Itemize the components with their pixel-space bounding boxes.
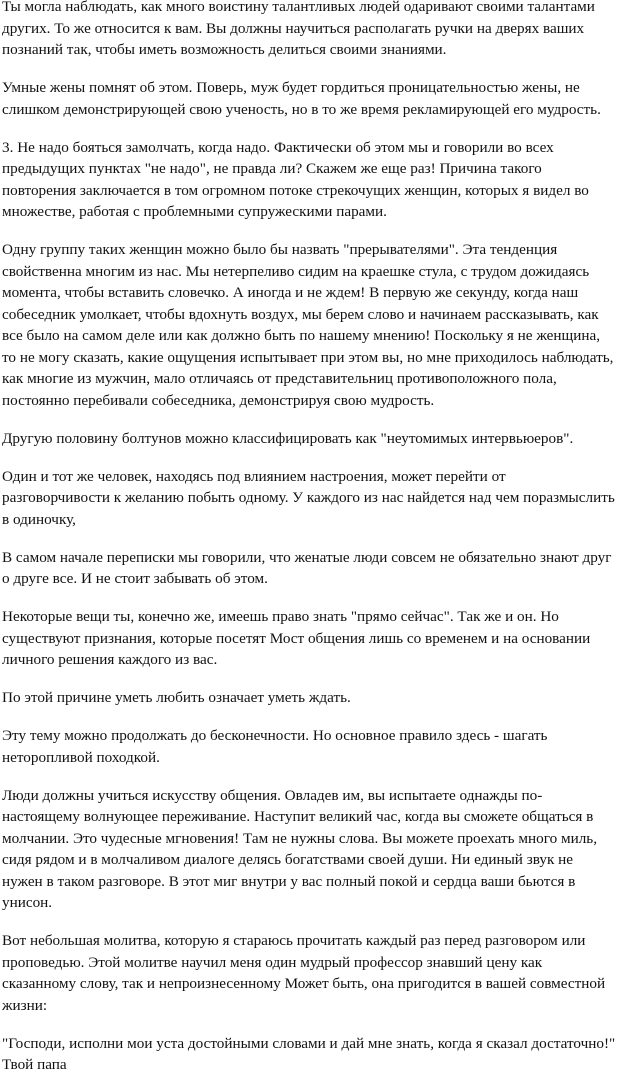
- paragraph-1: Ты могла наблюдать, как много воистину талантливых людей одаривают своими талантами других. То же относится к вам. Вы должны научиться располагать ручки на дверях ваших познаний так, чтобы иметь возможность делиться своими знаниями.: [2, 0, 595, 58]
- prayer-quote: "Господи, исполни мои уста достойными словами и дай мне знать, когда я сказал достаточно!": [2, 1034, 616, 1052]
- signature: Твой папа: [2, 1056, 67, 1073]
- paragraph-3: 3. Не надо бояться замолчать, когда надо. Фактически об этом мы и говорили во всех предыдущих пунктах "не надо", не правда ли? Скажем же еще раз! Причина такого повторения заключается в том огромном потоке стрекочущих женщин, которых я видел во множестве, работая с проблемными супружескими парами.: [2, 138, 589, 220]
- paragraph-2: Умные жены помнят об этом. Поверь, муж будет гордиться проницательностью жены, не слишком демонстрирующей свою ученость, но в то же время рекламирующей его мудрость.: [2, 79, 601, 118]
- paragraph-9: По этой причине уметь любить означает уметь ждать.: [2, 689, 351, 706]
- paragraph-11: Люди должны учиться искусству общения. Овладев им, вы испытаете однажды по-настоящему волнующее переживание. Наступит великий час, когда вы сможете общаться в молчании. Это чудесные мгновения! Там не нужны слова. Вы можете проехать много миль, сидя рядом и в молчаливом диалоге делясь богатствами своей души. Ни единый звук не нужен в таком разговоре. В этот миг внутри у вас полный покой и сердца ваши бьются в унисон.: [2, 786, 598, 911]
- paragraph-6: Один и тот же человек, находясь под влиянием настроения, может перейти от разговорчивости к желанию побыть одному. У каждого из нас найдется над чем поразмыслить в одиночку,: [2, 467, 615, 528]
- paragraph-8: Некоторые вещи ты, конечно же, имеешь право знать "прямо сейчас". Так же и он. Но существуют признания, которые посетят Мост общения лишь со временем и на основании личного решения каждого из вас.: [2, 608, 591, 668]
- paragraph-12: Вот небольшая молитва, которую я стараюсь прочитать каждый раз перед разговором или проповедью. Этой молитве научил меня один мудрый профессор знавший цену как сказанному слову, так и непроизнесенному Может быть, она пригодится в вашей совместной жизни:: [2, 932, 606, 1014]
- paragraph-4: Одну группу таких женщин можно было бы назвать "прерывателями". Эта тенденция свойственна многим из нас. Мы нетерпеливо сидим на краешке стула, с трудом дожидаясь момента, чтобы вставить словечко. А иногда и не ждем! В первую же секунду, когда наш собеседник умолкает, чтобы вдохнуть воздух, мы берем слово и начинаем рассказывать, как все было на самом деле или как должно быть по нашему мнению! Поскольку я не женщина, то не могу сказать, какие ощущения испытывает при этом вы, но мне приходилось наблюдать, как многие из мужчин, мало отличаясь от представительниц противоположного пола, постоянно перебивали собеседника, демонстрируя свою мудрость.: [2, 241, 614, 409]
- paragraph-5: Другую половину болтунов можно классифицировать как "неутомимых интервьюеров".: [2, 429, 574, 447]
- paragraph-7: В самом начале переписки мы говорили, что женатые люди совсем не обязательно знают друг о друге все. И не стоит забывать об этом.: [2, 548, 612, 587]
- paragraph-10: Эту тему можно продолжать до бесконечности. Но основное правило здесь - шагать неторопливой походкой.: [2, 727, 548, 766]
